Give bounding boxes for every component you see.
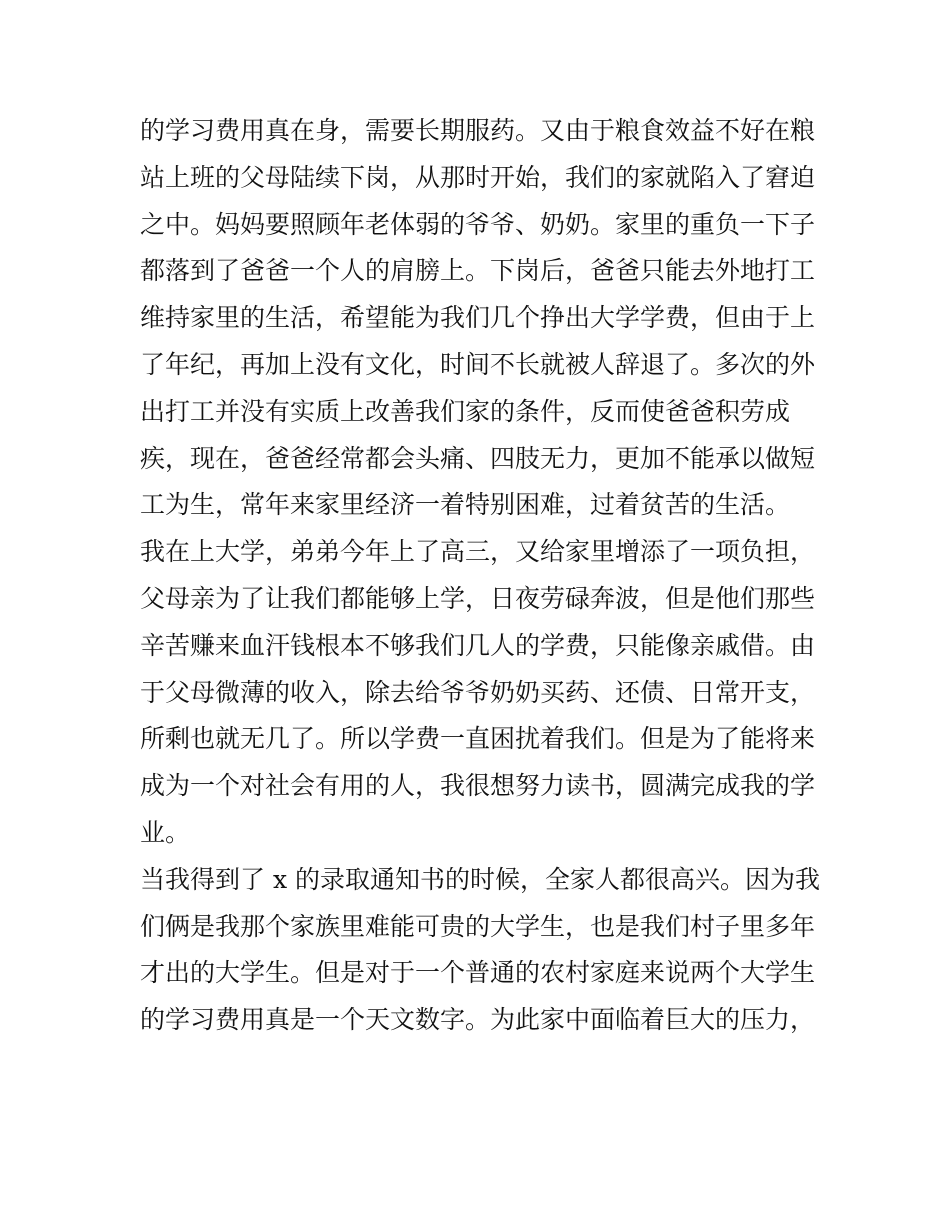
- text-line: 都落到了爸爸一个人的肩膀上。下岗后，爸爸只能去外地打工: [140, 256, 816, 286]
- text-line: 之中。妈妈要照顾年老体弱的爷爷、奶奶。家里的重负一下子: [140, 209, 816, 239]
- text-line: 工为生，常年来家里经济一着特别困难，过着贫苦的生活。: [140, 490, 791, 520]
- text-line: 我在上大学，弟弟今年上了高三，又给家里增添了一项负担，: [140, 537, 816, 567]
- text-line: 站上班的父母陆续下岗，从那时开始，我们的家就陷入了窘迫: [140, 162, 816, 192]
- text-line: 辛苦赚来血汗钱根本不够我们几人的学费，只能像亲戚借。由: [140, 630, 816, 660]
- text-line: 才出的大学生。但是对于一个普通的农村家庭来说两个大学生: [140, 958, 816, 988]
- text-line: 父母亲为了让我们都能够上学，日夜劳碌奔波，但是他们那些: [140, 583, 816, 613]
- text-line: 的学习费用真在身，需要长期服药。又由于粮食效益不好在粮: [140, 116, 816, 145]
- text-line: 当我得到了 x 的录取通知书的时候，全家人都很高兴。因为我: [140, 864, 820, 894]
- text-line: 维持家里的生活，希望能为我们几个挣出大学学费，但由于上: [140, 303, 816, 333]
- text-line: 出打工并没有实质上改善我们家的条件，反而使爸爸积劳成: [140, 396, 791, 426]
- text-line: 业。: [140, 817, 191, 847]
- body-text: [140, 108, 820, 1044]
- text-line: 们俩是我那个家族里难能可贵的大学生，也是我们村子里多年: [140, 911, 816, 941]
- text-line: 的学习费用真是一个天文数字。为此家中面临着巨大的压力，: [140, 1005, 816, 1035]
- text-line: 所剩也就无几了。所以学费一直困扰着我们。但是为了能将来: [140, 724, 816, 754]
- text-line: 了年纪，再加上没有文化，时间不长就被人辞退了。多次的外: [140, 349, 816, 379]
- text-line: 成为一个对社会有用的人，我很想努力读书，圆满完成我的学: [140, 771, 816, 801]
- text-line: 疾，现在，爸爸经常都会头痛、四肢无力，更加不能承以做短: [140, 443, 816, 473]
- text-line: 于父母微薄的收入，除去给爷爷奶奶买药、还债、日常开支，: [140, 677, 816, 707]
